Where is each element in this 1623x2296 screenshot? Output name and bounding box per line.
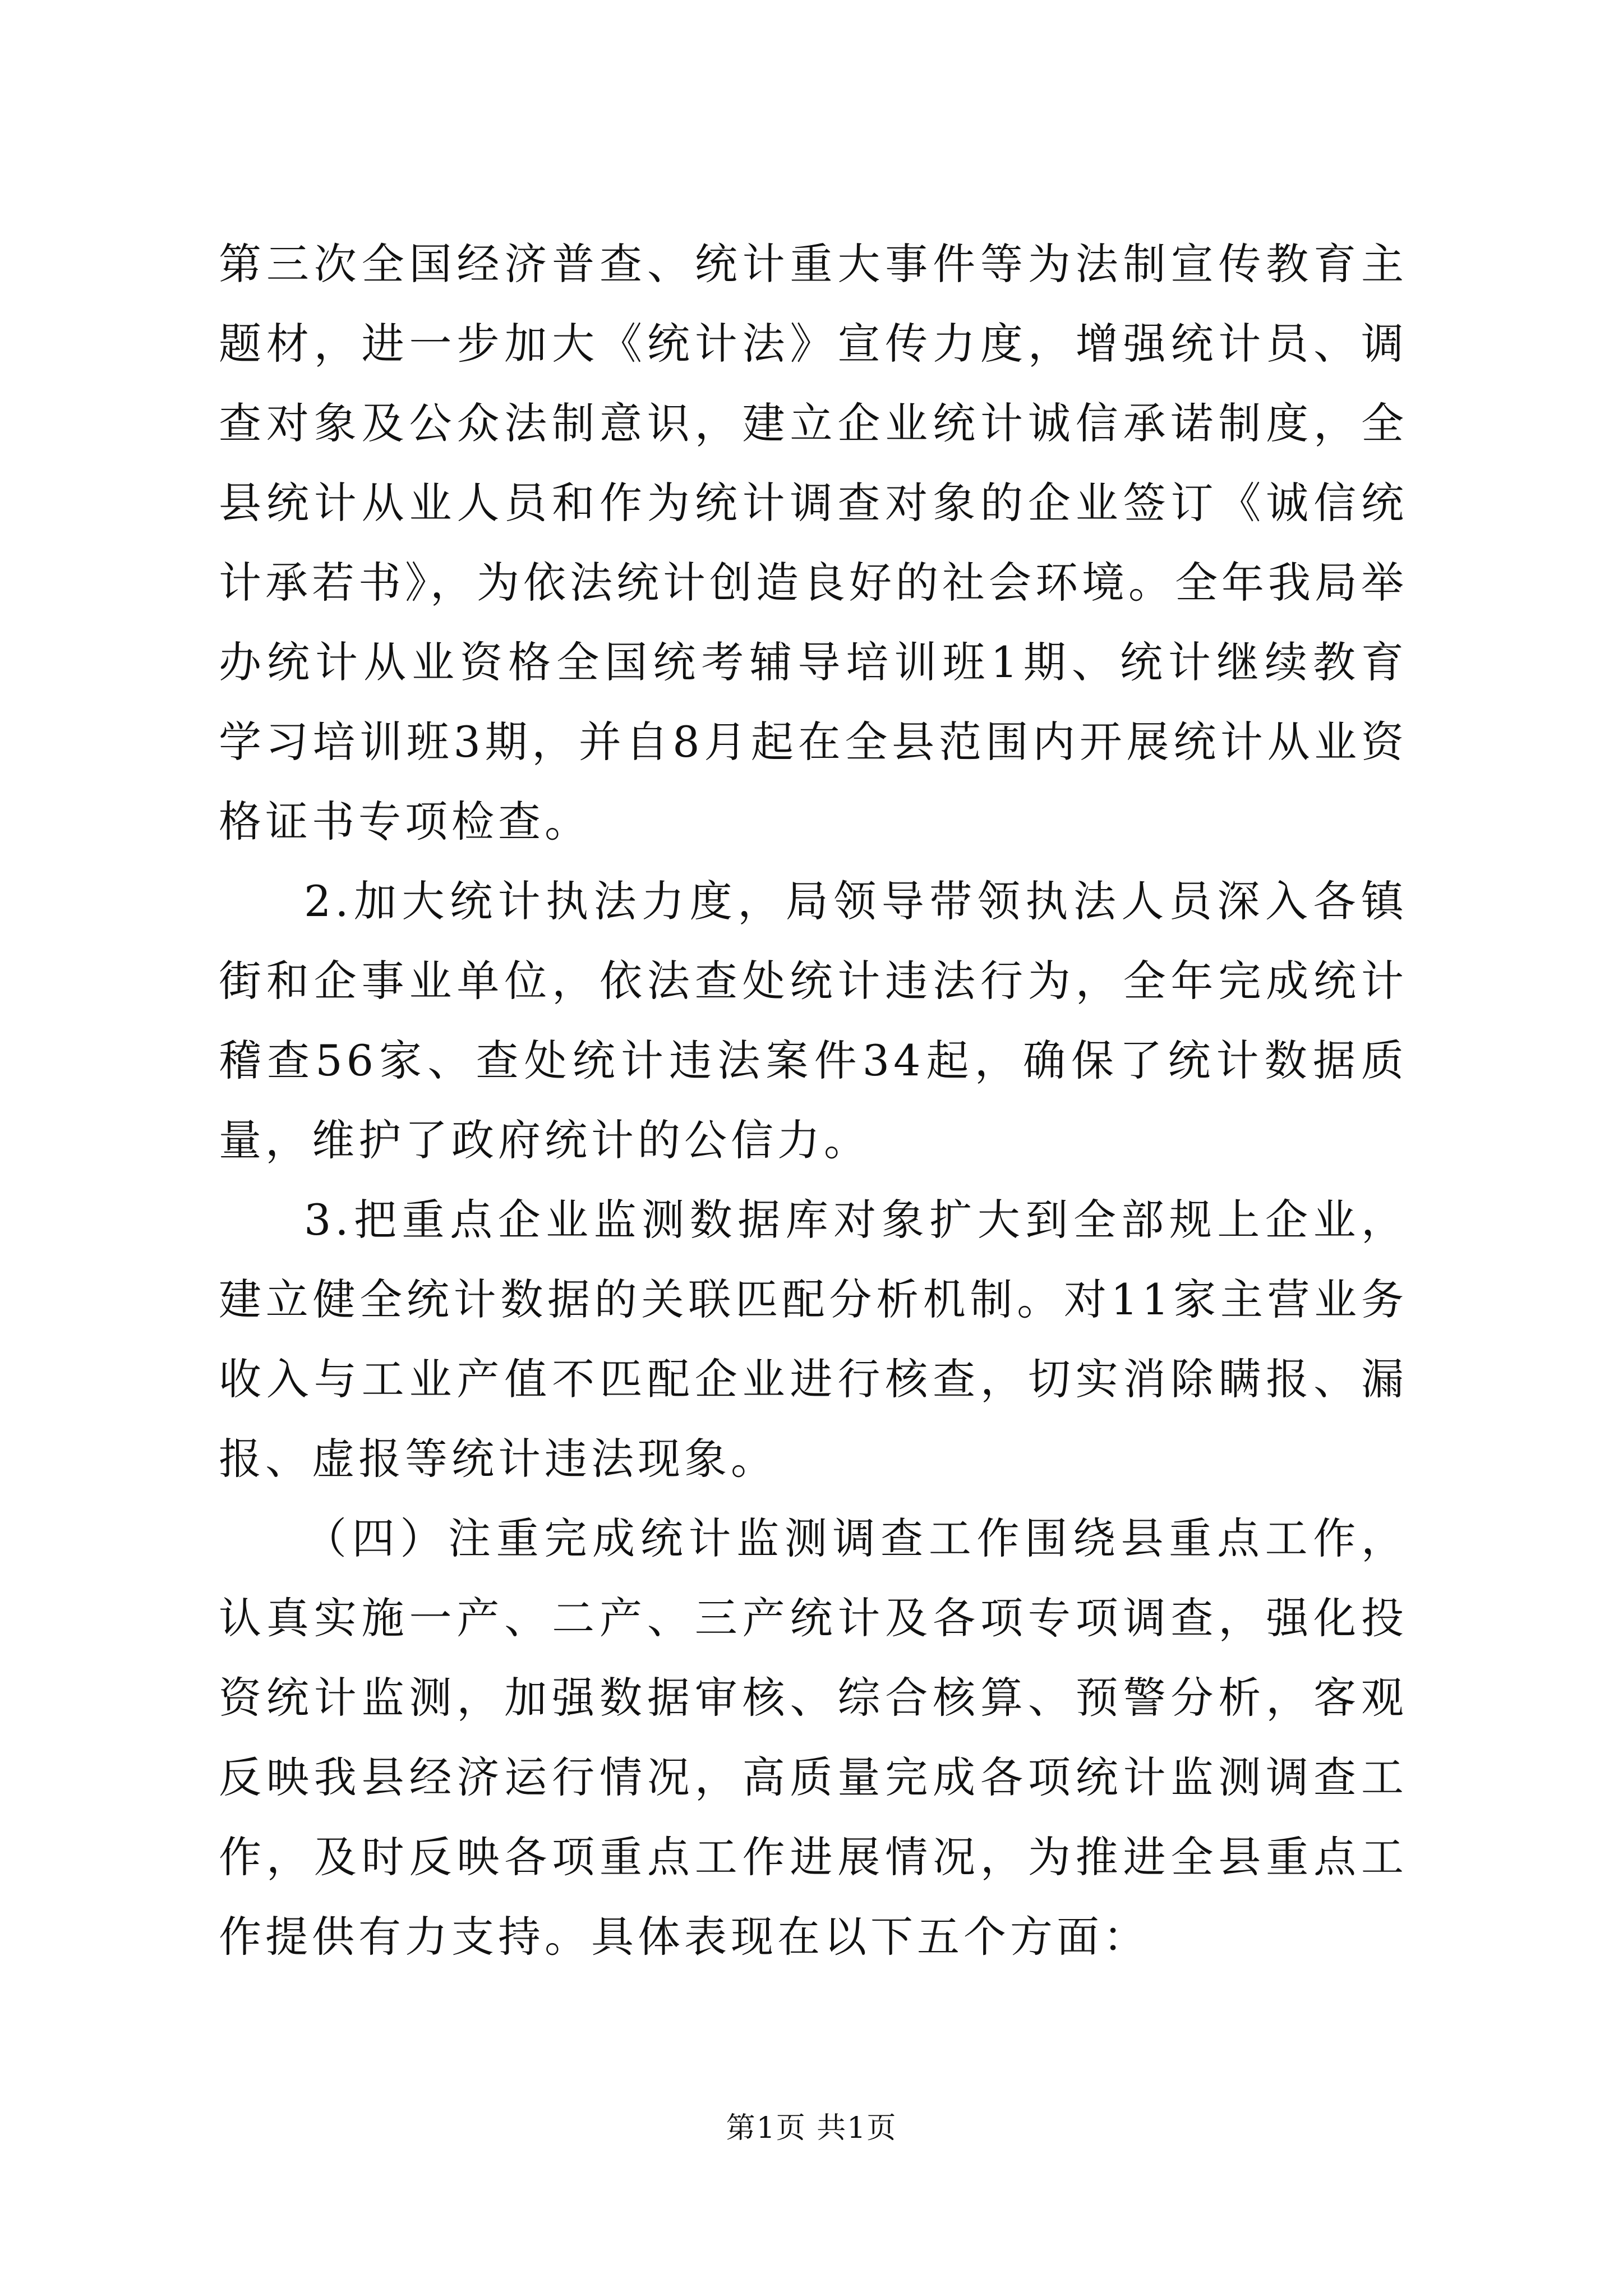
paragraph-law-publicity: 第三次全国经济普查、统计重大事件等为法制宣传教育主题材，进一步加大《统计法》宣传力度，增强统计员、调查对象及公众法制意识，建立企业统计诚信承诺制度，全县统计从业人员和作为统计调查对象的企业签订《诚信统计承若书》，为依法统计创造良好的社会环境。全年我局举办统计从业资格全国统考辅导培训班1期、统计继续教育学习培训班3期，并自8月起在全县范围内开展统计从业资格证书专项检查。: [219, 239, 1408, 846]
paragraph-monitoring-survey-work: （四）注重完成统计监测调查工作围绕县重点工作，认真实施一产、二产、三产统计及各项专项调查，强化投资统计监测，加强数据审核、综合核算、预警分析，客观反映我县经济运行情况，高质量完成各项统计监测调查工作，及时反映各项重点工作进展情况，为推进全县重点工作提供有力支持。具体表现在以下五个方面：: [219, 1513, 1408, 1962]
paragraph-key-enterprise-monitoring: 3.把重点企业监测数据库对象扩大到全部规上企业，建立健全统计数据的关联匹配分析机制。对11家主营业务收入与工业产值不匹配企业进行核查，切实消除瞒报、漏报、虚报等统计违法现象。: [219, 1195, 1408, 1484]
body-text: [219, 224, 1408, 1977]
paragraph-law-enforcement: 2.加大统计执法力度，局领导带领执法人员深入各镇街和企事业单位，依法查处统计违法行为，全年完成统计稽查56家、查处统计违法案件34起，确保了统计数据质量，维护了政府统计的公信力。: [219, 876, 1408, 1165]
page-footer: 第1页 共1页: [726, 2111, 897, 2145]
